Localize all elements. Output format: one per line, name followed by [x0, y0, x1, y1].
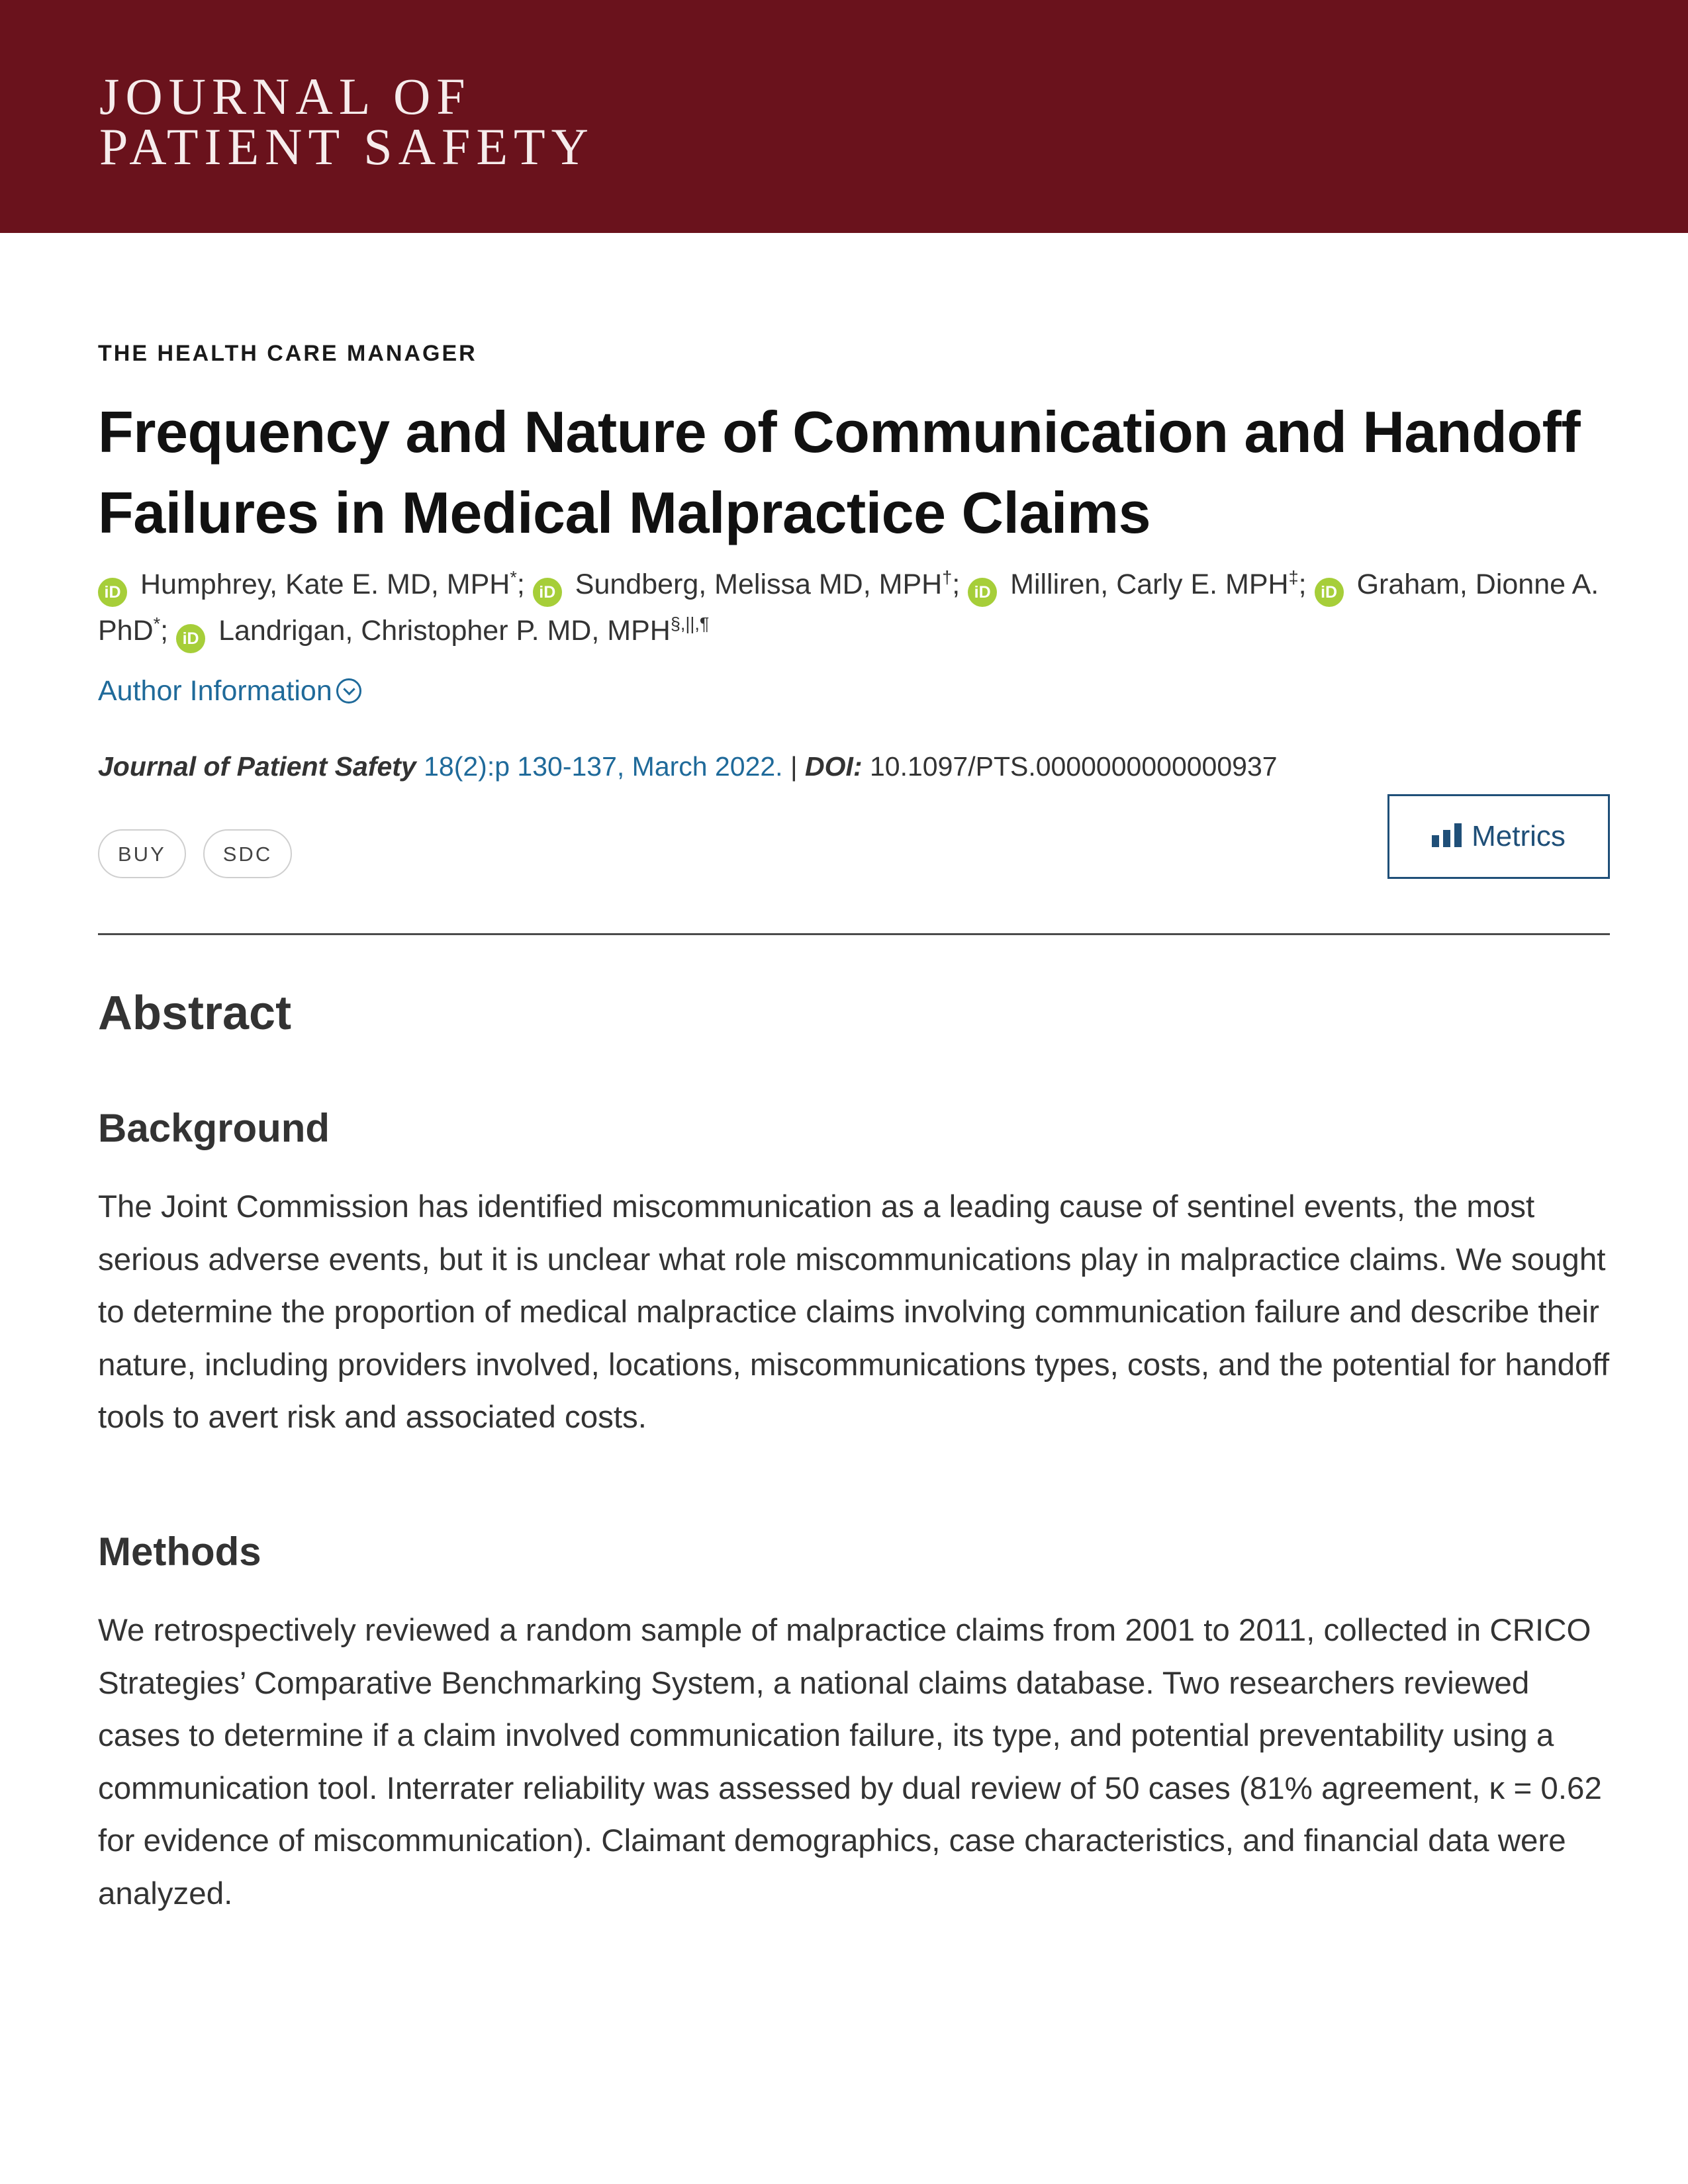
article-actions: [98, 829, 309, 878]
author-affiliation: †: [942, 567, 953, 588]
background-heading: Background: [98, 1106, 330, 1150]
author-milliren[interactable]: iD Milliren, Carly E. MPH‡;: [968, 569, 1306, 600]
orcid-icon[interactable]: iD: [1315, 578, 1344, 607]
author-sundberg[interactable]: iD Sundberg, Melissa MD, MPH†;: [533, 569, 960, 600]
author-graham[interactable]: iD Graham, Dionne A. PhD*;: [98, 569, 1599, 647]
orcid-icon[interactable]: iD: [968, 578, 997, 607]
article-title: Frequency and Nature of Communication and Handoff Failures in Medical Malpractice Claims: [98, 399, 1581, 545]
doi-label: DOI:: [805, 751, 863, 782]
metrics-button[interactable]: [1387, 794, 1610, 879]
author-affiliation: ‡: [1288, 567, 1299, 588]
journal-header: [0, 0, 1688, 233]
author-affiliation: *: [153, 614, 161, 634]
chevron-down-icon: [336, 678, 361, 704]
author-affiliation: §,||,¶: [670, 614, 710, 634]
divider: [98, 933, 1610, 935]
author-landrigan[interactable]: [176, 615, 709, 647]
sdc-button[interactable]: SDC: [203, 829, 292, 878]
bar-chart-icon: [1432, 823, 1462, 847]
citation-separator: |: [790, 751, 798, 782]
author-name: Sundberg, Melissa MD, MPH: [575, 569, 943, 600]
orcid-icon[interactable]: iD: [98, 578, 127, 607]
background-text: The Joint Commission has identified miscommunication as a leading cause of sentinel events, the most serious adverse events, but it is unclear what role miscommunications play in malpractice claims. We sought to determine the proportion of medical malpractice claims involving communication failure and describe their nature, including providers involved, locations, miscommunications types, costs, and the potential for handoff tools to avert risk and associated costs.: [98, 1189, 1610, 1435]
metrics-label: Metrics: [1472, 820, 1566, 852]
journal-logo[interactable]: [99, 68, 594, 175]
journal-logo-line2: PATIENT SAFETY: [99, 118, 594, 175]
author-list: [98, 561, 1610, 654]
author-information-label: Author Information: [98, 675, 332, 707]
buy-button[interactable]: BUY: [98, 829, 186, 878]
author-name: Landrigan, Christopher P. MD, MPH: [218, 615, 671, 647]
author-affiliation: *: [510, 567, 517, 588]
author-humphrey[interactable]: iD Humphrey, Kate E. MD, MPH*;: [98, 569, 525, 600]
author-name: Graham, Dionne A. PhD: [98, 569, 1599, 647]
orcid-icon[interactable]: iD: [176, 624, 205, 653]
citation-line: [98, 751, 1278, 782]
author-name: Milliren, Carly E. MPH: [1010, 569, 1289, 600]
orcid-icon[interactable]: iD: [533, 578, 562, 607]
author-information-toggle[interactable]: [98, 675, 361, 707]
citation-issue-link[interactable]: 18(2):p 130-137, March 2022.: [424, 751, 783, 782]
methods-text: We retrospectively reviewed a random sample of malpractice claims from 2001 to 2011, collected in CRICO Strategies’ Comparative Benchmarking System, a national claims database. Two researchers reviewed cases to determine if a claim involved communication failure, its type, and potential preventability using a communication tool. Interrater reliability was assessed by dual review of 50 cases (81% agreement, κ = 0.62 for evidence of miscommunication). Claimant demographics, case characteristics, and financial data were analyzed.: [98, 1613, 1602, 1911]
methods-heading: Methods: [98, 1529, 261, 1574]
author-name: Humphrey, Kate E. MD, MPH: [140, 569, 510, 600]
journal-logo-line1: JOURNAL OF: [99, 68, 471, 125]
citation-journal: Journal of Patient Safety: [98, 751, 416, 782]
doi-value: 10.1097/PTS.0000000000000937: [870, 751, 1278, 782]
section-label[interactable]: THE HEALTH CARE MANAGER: [98, 341, 477, 366]
abstract-heading: Abstract: [98, 987, 292, 1040]
